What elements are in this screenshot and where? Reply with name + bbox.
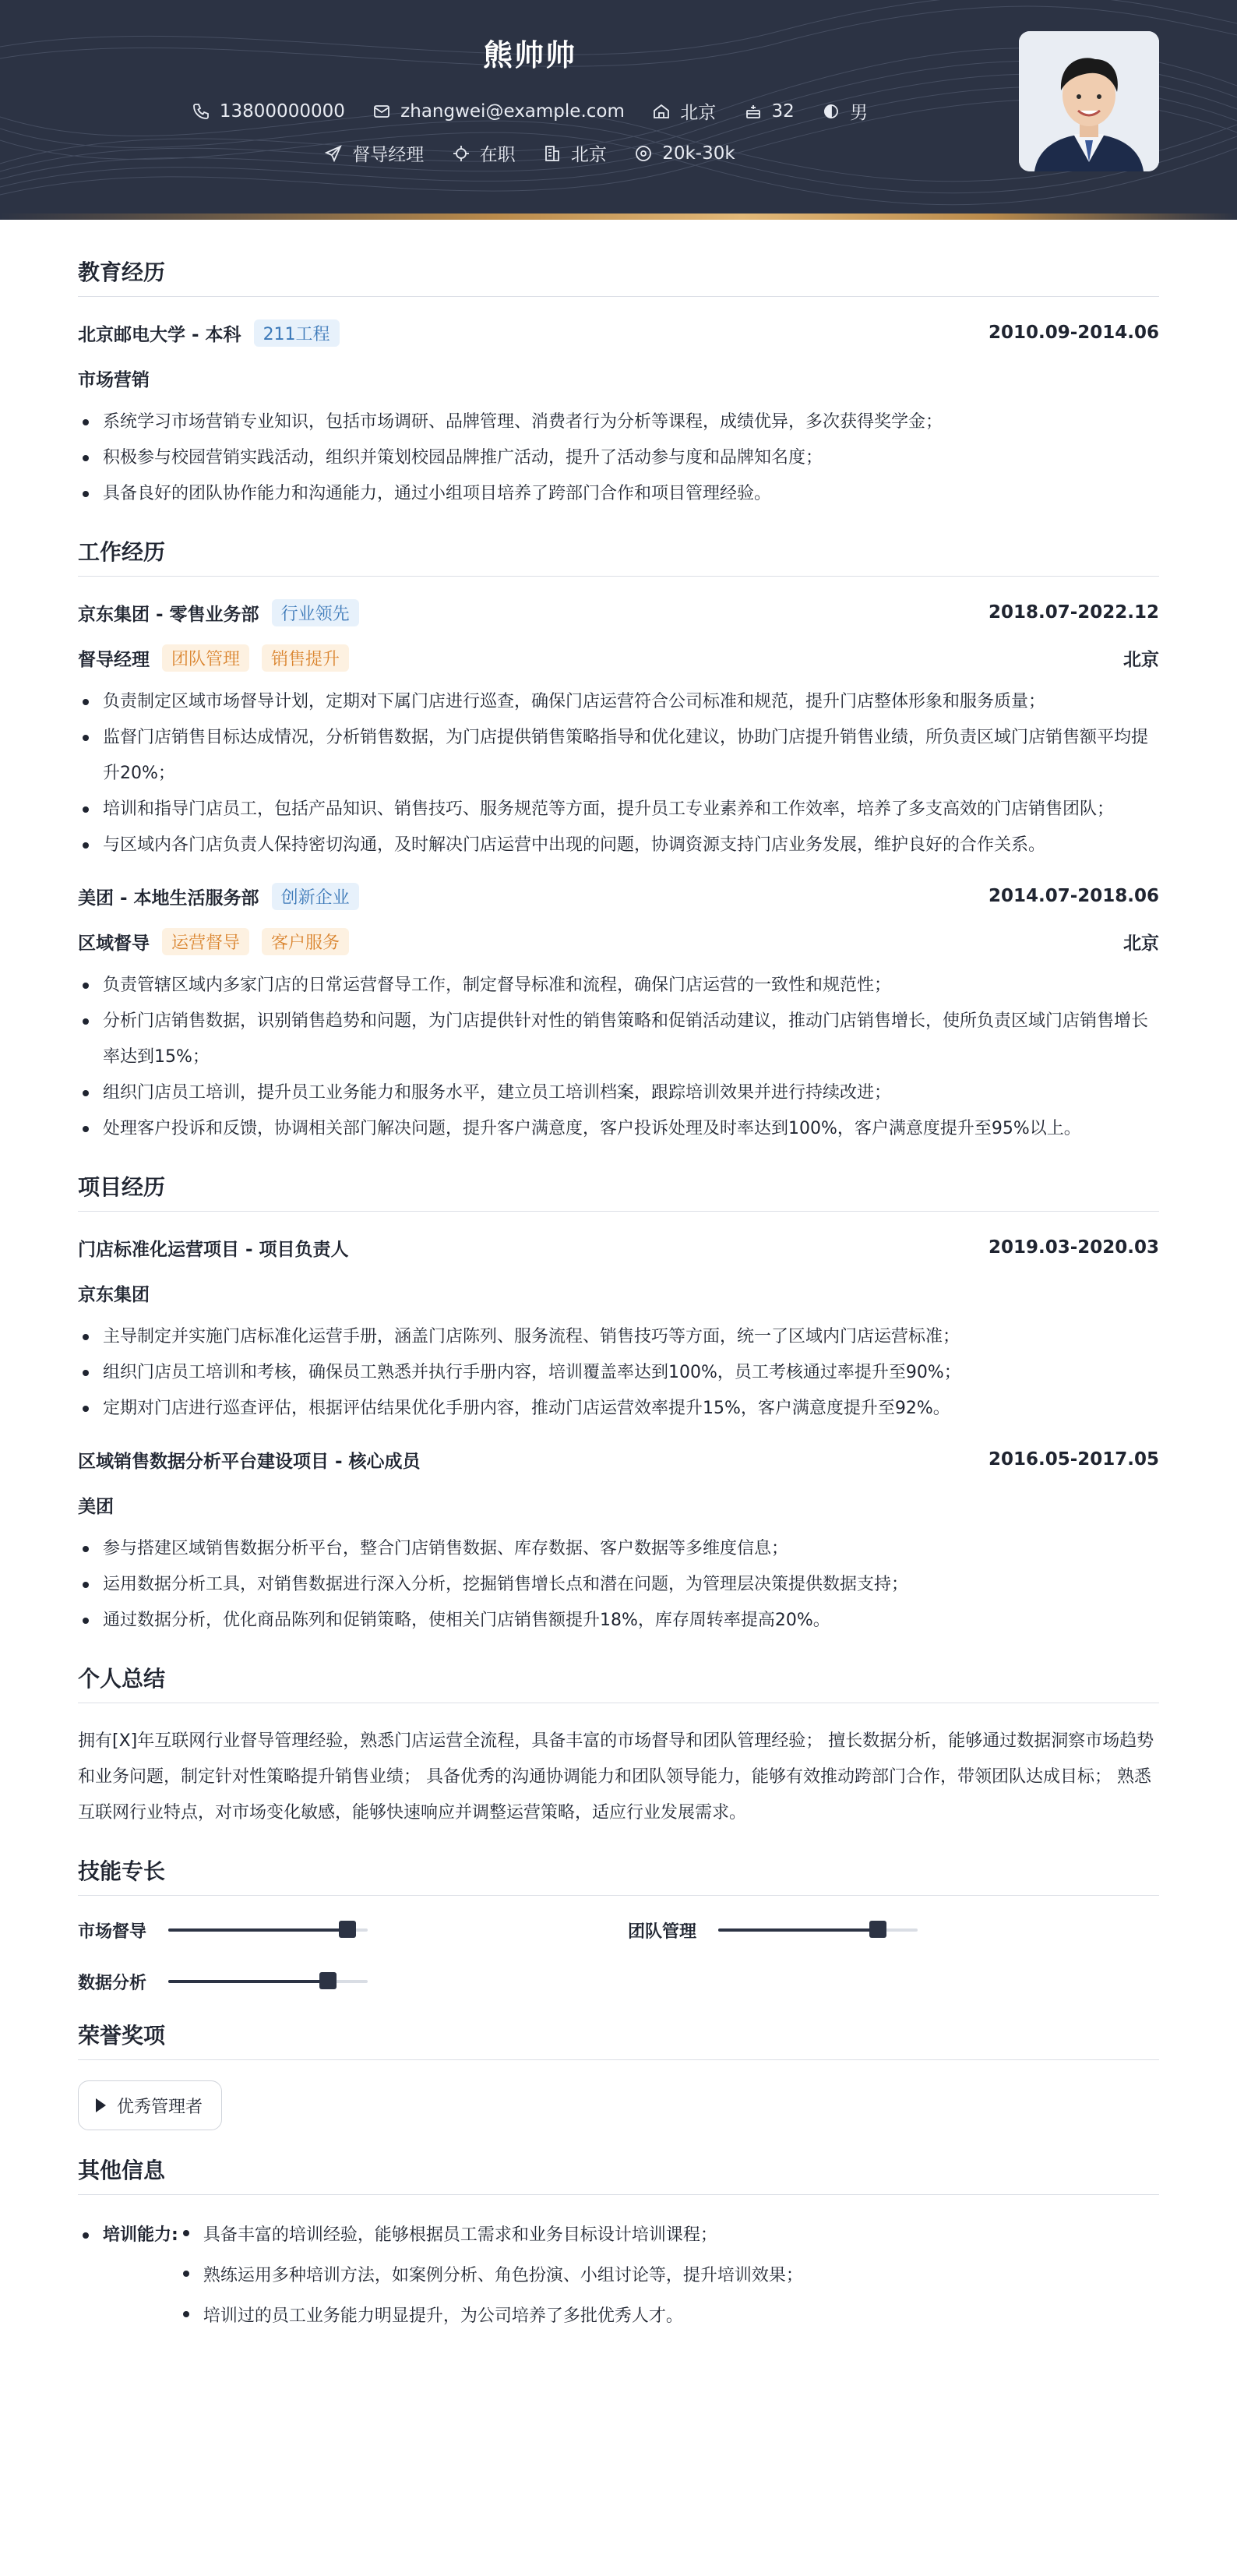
skill-bar: [168, 1980, 368, 1983]
honor-label: 优秀管理者: [117, 2097, 203, 2117]
city-text: 北京: [680, 103, 717, 123]
list-item: 处理客户投诉和反馈，协调相关部门解决问题，提升客户满意度，客户投诉处理及时率达到100%，客户满意度提升至95%以上。: [78, 1111, 1159, 1147]
work-bullets: [78, 968, 1159, 1147]
list-item: 分析门店销售数据，识别销售趋势和问题，为门店提供针对性的销售策略和促销活动建议，推动门店销售增长，使所负责区域门店销售增长率达到15%；: [78, 1004, 1159, 1075]
summary-section: [78, 1662, 1159, 1831]
role-tag: 团队管理: [162, 644, 249, 672]
work-entry: [78, 597, 1159, 863]
candidate-name: 熊帅帅: [482, 38, 576, 72]
list-item: 主导制定并实施门店标准化运营手册，涵盖门店陈列、服务流程、销售技巧等方面，统一了区域内门店运营标准；: [78, 1319, 1159, 1355]
skills-grid: [78, 1916, 1159, 1996]
job-intent-row: [0, 140, 1059, 168]
honor-badge[interactable]: [78, 2080, 222, 2130]
work-date: 2018.07-2022.12: [988, 602, 1159, 623]
gender-text: 男: [850, 103, 869, 123]
skill-bar: [718, 1928, 918, 1932]
company-tag: 创新企业: [272, 883, 359, 910]
position-text: 督导经理: [352, 145, 425, 165]
list-item: 培训过的员工业务能力明显提升，为公司培养了多批优秀人才。: [178, 2296, 803, 2337]
skill-knob: [339, 1921, 356, 1938]
cake-icon: [744, 102, 763, 121]
list-item: 负责制定区域市场督导计划，定期对下属门店进行巡查，确保门店运营符合公司标准和规范，提升门店整体形象和服务质量；: [78, 684, 1159, 720]
role-tag: 运营督导: [162, 928, 249, 955]
other-title: 其他信息: [78, 2154, 1159, 2195]
training-label: 培训能力:: [78, 2215, 178, 2337]
list-item: 系统学习市场营销专业知识，包括市场调研、品牌管理、消费者行为分析等课程，成绩优异，多次获得奖学金；: [78, 404, 1159, 440]
education-entry: [78, 317, 1159, 512]
project-entry: [78, 1232, 1159, 1427]
coin-icon: [634, 144, 653, 163]
project-bullets: [78, 1531, 1159, 1639]
work-entry: [78, 880, 1159, 1147]
school-name: 北京邮电大学 - 本科: [78, 324, 241, 345]
work-date: 2014.07-2018.06: [988, 886, 1159, 906]
phone-item: [192, 101, 345, 122]
skill-name: 团队管理: [628, 1921, 697, 1942]
major-name: 市场营销: [78, 369, 150, 390]
skill-fill: [718, 1928, 878, 1932]
gender-icon: [822, 102, 841, 121]
skills-title: 技能专长: [78, 1854, 1159, 1896]
skill-item: [78, 1967, 628, 1996]
age-item: [744, 101, 795, 122]
project-org: 美团: [78, 1496, 114, 1517]
skill-knob: [869, 1921, 886, 1938]
list-item: 培训和指导门店员工，包括产品知识、销售技巧、服务规范等方面，提升员工专业素养和工作效率，培养了多支高效的门店销售团队；: [78, 792, 1159, 827]
projects-title: 项目经历: [78, 1170, 1159, 1212]
summary-text: 拥有[X]年互联网行业督导管理经验，熟悉门店运营全流程，具备丰富的市场督导和团队管理经验； 擅长数据分析，能够通过数据洞察市场趋势和业务问题，制定针对性策略提升销售业绩； 具备优秀的沟通协调能力和团队领导能力，能够有效推动跨部门合作，带领团队达成目标； 熟悉互联网行业特点，对市场变化敏感，能够快速响应并调整运营策略，适应行业发展需求。: [78, 1731, 1154, 1823]
skill-fill: [168, 1980, 328, 1983]
status-icon: [452, 144, 470, 163]
list-item: 组织门店员工培训，提升员工业务能力和服务水平，建立员工培训档案，跟踪培训效果并进行持续改进；: [78, 1075, 1159, 1111]
education-date: 2010.09-2014.06: [988, 323, 1159, 343]
training-bullets: [178, 2215, 803, 2337]
education-bullets: [78, 404, 1159, 512]
contact-row: [0, 98, 1059, 125]
work-title: 工作经历: [78, 535, 1159, 577]
work-location: 北京: [1123, 933, 1159, 954]
avatar-photo: [1019, 31, 1159, 171]
project-org: 京东集团: [78, 1284, 150, 1305]
list-item: 具备良好的团队协作能力和沟通能力，通过小组项目培养了跨部门合作和项目管理经验。: [78, 476, 1159, 512]
summary-title: 个人总结: [78, 1662, 1159, 1703]
list-item: 组织门店员工培训和考核，确保员工熟悉并执行手册内容，培训覆盖率达到100%，员工考核通过率提升至90%；: [78, 1355, 1159, 1391]
company-name: 美团 - 本地生活服务部: [78, 887, 259, 909]
skill-name: 市场督导: [78, 1921, 147, 1942]
phone-icon: [192, 102, 210, 121]
other-info-row: [78, 2215, 1159, 2337]
salary-text: 20k-30k: [662, 143, 735, 164]
gender-item: [822, 98, 868, 124]
project-name: 门店标准化运营项目 - 项目负责人: [78, 1239, 349, 1260]
school-tag: 211工程: [254, 319, 340, 347]
honors-title: 荣誉奖项: [78, 2019, 1159, 2060]
skill-knob: [319, 1972, 337, 1989]
work-section: [78, 535, 1159, 1147]
honors-section: [78, 2019, 1159, 2130]
phone-text: 13800000000: [219, 101, 345, 122]
list-item: 负责管辖区域内多家门店的日常运营督导工作，制定督导标准和流程，确保门店运营的一致性和规范性；: [78, 968, 1159, 1004]
home-icon: [652, 102, 671, 121]
resume-body: [0, 220, 1237, 2384]
role-tag: 销售提升: [262, 644, 349, 672]
role-name: 区域督导: [78, 933, 150, 954]
project-date: 2016.05-2017.05: [988, 1449, 1159, 1470]
project-name: 区域销售数据分析平台建设项目 - 核心成员: [78, 1451, 421, 1472]
list-item: 通过数据分析，优化商品陈列和促销策略，使相关门店销售额提升18%，库存周转率提高20%。: [78, 1603, 1159, 1639]
work-bullets: [78, 684, 1159, 863]
skill-item: [78, 1916, 628, 1944]
list-item: 积极参与校园营销实践活动，组织并策划校园品牌推广活动，提升了活动参与度和品牌知名度；: [78, 440, 1159, 476]
projects-section: [78, 1170, 1159, 1639]
send-icon: [324, 144, 343, 163]
project-entry: [78, 1444, 1159, 1639]
work-city-text: 北京: [570, 145, 607, 165]
resume-header: [0, 0, 1237, 220]
salary-item: [634, 143, 735, 164]
skill-fill: [168, 1928, 347, 1932]
company-tag: 行业领先: [272, 599, 359, 626]
list-item: 熟练运用多种培训方法，如案例分析、角色扮演、小组讨论等，提升培训效果；: [178, 2256, 803, 2296]
list-item: 与区域内各门店负责人保持密切沟通，及时解决门店运营中出现的问题，协调资源支持门店业务发展，维护良好的合作关系。: [78, 827, 1159, 863]
education-title: 教育经历: [78, 256, 1159, 297]
education-section: [78, 256, 1159, 512]
skills-section: [78, 1854, 1159, 1996]
status-item: [452, 140, 516, 166]
header-accent-line: [0, 213, 1237, 220]
list-item: 定期对门店进行巡查评估，根据评估结果优化手册内容，推动门店运营效率提升15%，客户满意度提升至92%。: [78, 1391, 1159, 1427]
position-item: [324, 140, 424, 166]
list-item: 运用数据分析工具，对销售数据进行深入分析，挖掘销售增长点和潜在问题，为管理层决策提供数据支持；: [78, 1567, 1159, 1603]
skill-name: 数据分析: [78, 1973, 147, 1993]
list-item: 参与搭建区域销售数据分析平台，整合门店销售数据、库存数据、客户数据等多维度信息；: [78, 1531, 1159, 1567]
city-item: [652, 98, 716, 124]
project-bullets: [78, 1319, 1159, 1427]
company-name: 京东集团 - 零售业务部: [78, 604, 259, 625]
status-text: 在职: [479, 145, 516, 165]
email-text: zhangwei@example.com: [400, 101, 625, 122]
other-section: [78, 2154, 1159, 2337]
email-icon: [372, 102, 391, 121]
work-location: 北京: [1123, 649, 1159, 670]
age-text: 32: [771, 101, 795, 122]
skill-bar: [168, 1928, 368, 1932]
building-icon: [543, 144, 562, 163]
role-name: 督导经理: [78, 649, 150, 670]
skill-item: [628, 1916, 1159, 1944]
list-item: 具备丰富的培训经验，能够根据员工需求和业务目标设计培训课程；: [178, 2215, 803, 2256]
play-triangle-icon: [96, 2098, 106, 2112]
project-date: 2019.03-2020.03: [988, 1237, 1159, 1258]
email-item: [372, 101, 625, 122]
list-item: 监督门店销售目标达成情况，分析销售数据，为门店提供销售策略指导和优化建议，协助门店提升销售业绩，所负责区域门店销售额平均提升20%；: [78, 720, 1159, 792]
role-tag: 客户服务: [262, 928, 349, 955]
work-city-item: [543, 140, 607, 166]
